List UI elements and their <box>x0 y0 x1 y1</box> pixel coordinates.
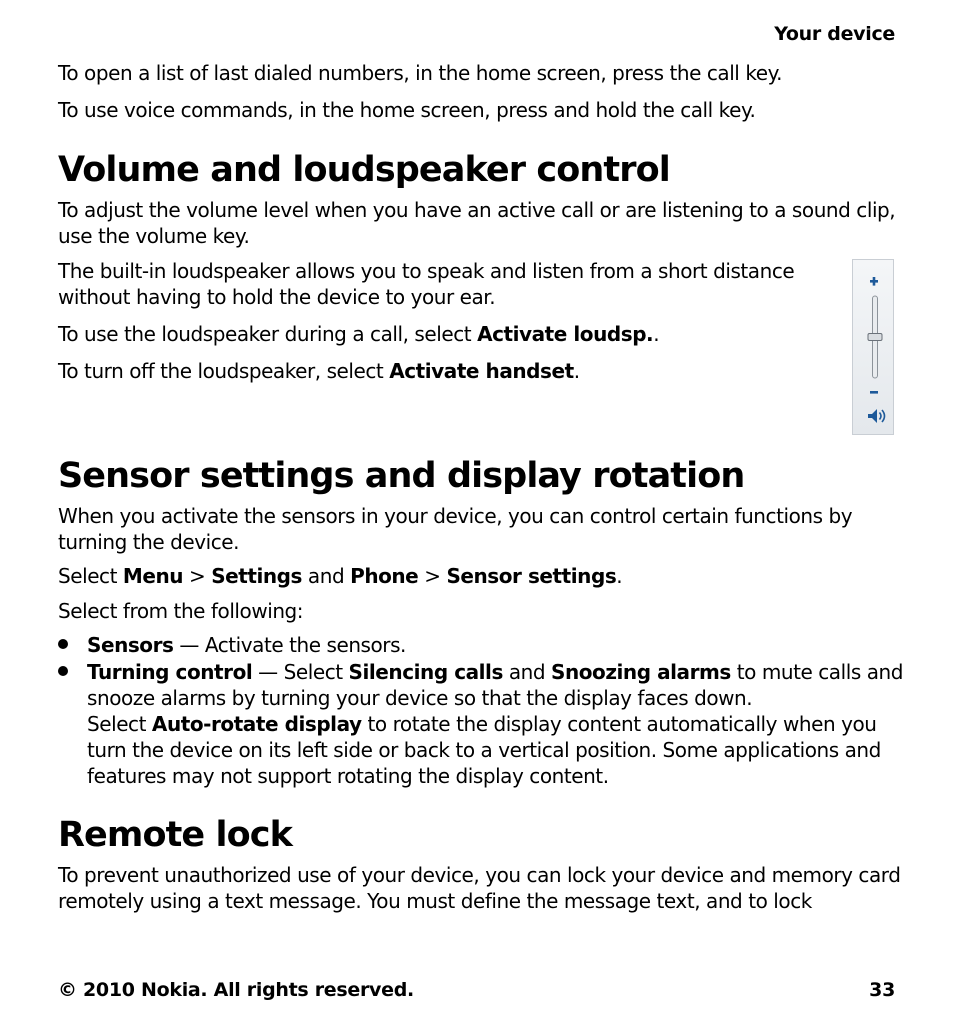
minus-icon <box>870 391 878 394</box>
volume-paragraph-1: To adjust the volume level when you have an active call or are listening to a sound clip, use the volume key. <box>58 198 896 248</box>
volume-paragraph-3: To use the loudspeaker during a call, select Activate loudsp.. <box>58 322 660 346</box>
activate-loudspeaker-option: Activate loudsp. <box>477 322 654 346</box>
sensor-paragraph-1: When you activate the sensors in your device, you can control certain functions by turning the device. <box>58 504 853 554</box>
volume-slider-graphic <box>853 260 893 434</box>
activate-handset-option: Activate handset <box>389 359 574 383</box>
plus-icon <box>870 277 878 286</box>
sensor-follow-text: Select from the following: <box>58 599 304 623</box>
remote-lock-heading: Remote lock <box>58 815 293 855</box>
volume-control-illustration <box>852 259 894 435</box>
footer-copyright: © 2010 Nokia. All rights reserved. <box>58 979 414 1001</box>
running-header: Your device <box>774 23 895 45</box>
speaker-icon <box>868 409 885 423</box>
list-item: Sensors — Activate the sensors. <box>87 633 406 657</box>
sensor-heading: Sensor settings and display rotation <box>58 456 745 496</box>
page-number: 33 <box>869 979 895 1001</box>
volume-paragraph-2: The built-in loudspeaker allows you to speak and listen from a short distance without having to hold the device to your ear. <box>58 259 795 309</box>
list-item: Turning control — Select Silencing calls and Snoozing alarms to mute calls and snooze alarms by turning your device so that the display faces down. Select Auto-rotate display to rotate the display content automatically when you turn the device on its left side or back to a vertical position. Some applications and features may not support rotating the display content. <box>87 660 903 788</box>
bullet <box>58 639 68 649</box>
intro-paragraph-2: To use voice commands, in the home screen, press and hold the call key. <box>58 98 756 122</box>
remote-lock-paragraph: To prevent unauthorized use of your device, you can lock your device and memory card remotely using a text message. You must define the message text, and to lock <box>58 863 901 913</box>
volume-paragraph-4: To turn off the loudspeaker, select Activate handset. <box>58 359 580 383</box>
sensor-menu-path: Select Menu > Settings and Phone > Sensor settings. <box>58 564 623 588</box>
volume-heading: Volume and loudspeaker control <box>58 150 670 190</box>
bullet <box>58 666 68 676</box>
intro-paragraph-1: To open a list of last dialed numbers, in the home screen, press the call key. <box>58 61 783 85</box>
slider-thumb <box>868 334 882 341</box>
